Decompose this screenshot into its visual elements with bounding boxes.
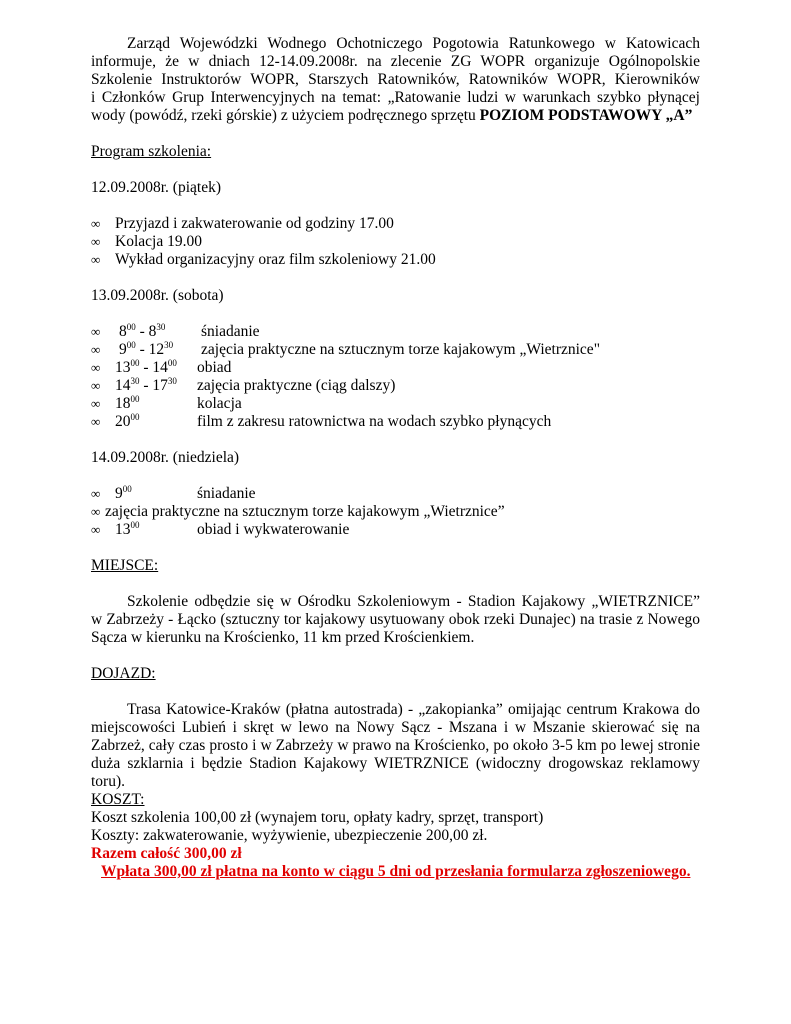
schedule-desc: obiad (197, 359, 232, 376)
paragraph-line: Szkolenie odbędzie się w Ośrodku Szkoleniowym - Stadion Kajakowy „WIETRZNICE” (127, 593, 700, 610)
level-label: POZIOM PODSTAWOWY „A” (479, 107, 693, 124)
paragraph-line: miejscowości Lubień i skręt w lewo na Nowy Sącz - Mszana i w Mszanie skierować się na (91, 719, 700, 736)
schedule-row (91, 485, 700, 503)
dojazd-paragraph (91, 701, 700, 791)
miejsce-paragraph (91, 593, 700, 647)
schedule-desc: zajęcia praktyczne na sztucznym torze kajakowym „Wietrznice” (105, 503, 505, 520)
intro-line: Szkolenie Instruktorów WOPR, Starszych Ratowników, Ratowników WOPR, Kierowników (91, 71, 700, 88)
schedule-time: $18^{00}$ (115, 394, 140, 412)
schedule-time: $13^{00} - 14^{00}$ (115, 358, 177, 376)
infinity-bullet-icon: ∞ (91, 324, 101, 339)
infinity-bullet-icon: ∞ (91, 342, 101, 357)
schedule-row (91, 377, 700, 395)
schedule-desc: śniadanie (197, 485, 256, 502)
schedule-time: $20^{00}$ (115, 412, 140, 430)
schedule-time: $8^{00} - 8^{30}$ (119, 322, 166, 340)
dojazd-heading: DOJAZD: (91, 665, 156, 682)
day3-date: 14.09.2008r. (niedziela) (91, 449, 240, 466)
schedule-desc: zajęcia praktyczne (ciąg dalszy) (197, 377, 396, 394)
day1-list (91, 215, 700, 269)
paragraph-line: Trasa Katowice-Kraków (płatna autostrada) - „zakopianka” omijając centrum Krakowa do (127, 701, 700, 718)
day1-date: 12.09.2008r. (piątek) (91, 179, 222, 196)
paragraph-line: Sącza w kierunku na Krościenko, 11 km przed Krościenkiem. (91, 629, 475, 646)
list-item (91, 233, 700, 251)
schedule-time: $13^{00}$ (115, 520, 140, 538)
infinity-bullet-icon: ∞ (91, 234, 101, 249)
intro-line (91, 107, 700, 125)
schedule-time: $9^{00} - 12^{30}$ (119, 340, 174, 358)
koszt-heading: KOSZT: (91, 791, 145, 808)
list-item-text: Wykład organizacyjny oraz film szkoleniowy 21.00 (115, 251, 436, 268)
intro-line: i Członków Grup Interwencyjnych na temat: „Ratowanie ludzi w warunkach szybko płynącej (91, 89, 700, 106)
day2-date: 13.09.2008r. (sobota) (91, 287, 224, 304)
document-page (91, 35, 700, 881)
schedule-desc: zajęcia praktyczne na sztucznym torze kajakowym „Wietrznice" (201, 341, 601, 358)
schedule-time: $9^{00}$ (115, 484, 132, 502)
infinity-bullet-icon: ∞ (91, 360, 101, 375)
koszt-line: Koszty: zakwaterowanie, wyżywienie, ubezpieczenie 200,00 zł. (91, 827, 488, 844)
schedule-row (91, 359, 700, 377)
infinity-bullet-icon: ∞ (91, 486, 101, 501)
schedule-row (91, 521, 700, 539)
total-cost: Razem całość 300,00 zł (91, 845, 242, 862)
intro-line: Zarząd Wojewódzki Wodnego Ochotniczego Pogotowia Ratunkowego w Katowicach (127, 35, 700, 52)
list-item-text: Kolacja 19.00 (115, 233, 202, 250)
intro-line-text: wody (powódź, rzeki górskie) z użyciem podręcznego sprzętu (91, 107, 480, 124)
paragraph-line: Zabrzeż, cały czas prosto i w Zabrzeży w prawo na Krościenko, po około 3-5 km po lewej stronie (91, 737, 700, 754)
infinity-bullet-icon: ∞ (91, 414, 101, 429)
program-heading: Program szkolenia: (91, 143, 212, 160)
day2-schedule (91, 323, 700, 431)
schedule-row (91, 413, 700, 431)
schedule-desc: film z zakresu ratownictwa na wodach szybko płynących (197, 413, 552, 430)
schedule-desc: śniadanie (201, 323, 260, 340)
intro-line: informuje, że w dniach 12-14.09.2008r. na zlecenie ZG WOPR organizuje Ogólnopolskie (91, 53, 700, 70)
infinity-bullet-icon: ∞ (91, 378, 101, 393)
day3-schedule (91, 485, 700, 539)
miejsce-heading: MIEJSCE: (91, 557, 159, 574)
payment-notice: Wpłata 300,00 zł płatna na konto w ciągu 5 dni od przesłania formularza zgłoszeniowego. (101, 863, 691, 880)
infinity-bullet-icon: ∞ (91, 252, 101, 267)
list-item-text: Przyjazd i zakwaterowanie od godziny 17.00 (115, 215, 394, 232)
intro-paragraph (91, 35, 700, 125)
schedule-row (91, 323, 700, 341)
koszt-line: Koszt szkolenia 100,00 zł (wynajem toru, opłaty kadry, sprzęt, transport) (91, 809, 544, 826)
infinity-bullet-icon: ∞ (91, 396, 101, 411)
paragraph-line: w Zabrzeży - Łącko (sztuczny tor kajakowy usytuowany obok rzeki Dunajec) na trasie z Nowego (91, 611, 700, 628)
schedule-desc: kolacja (197, 395, 242, 412)
schedule-time: $14^{30} - 17^{30}$ (115, 376, 177, 394)
schedule-row (91, 395, 700, 413)
schedule-desc: obiad i wykwaterowanie (197, 521, 350, 538)
list-item (91, 215, 700, 233)
schedule-row (91, 503, 700, 521)
infinity-bullet-icon: ∞ (91, 522, 101, 537)
paragraph-line: duża szklarnia i będzie Stadion Kajakowy WIETRZNICE (widoczny drogowskaz reklamowy (91, 755, 700, 772)
infinity-bullet-icon: ∞ (91, 216, 101, 231)
schedule-row (91, 341, 700, 359)
paragraph-line: toru). (91, 773, 126, 790)
list-item (91, 251, 700, 269)
infinity-bullet-icon: ∞ (91, 504, 101, 519)
